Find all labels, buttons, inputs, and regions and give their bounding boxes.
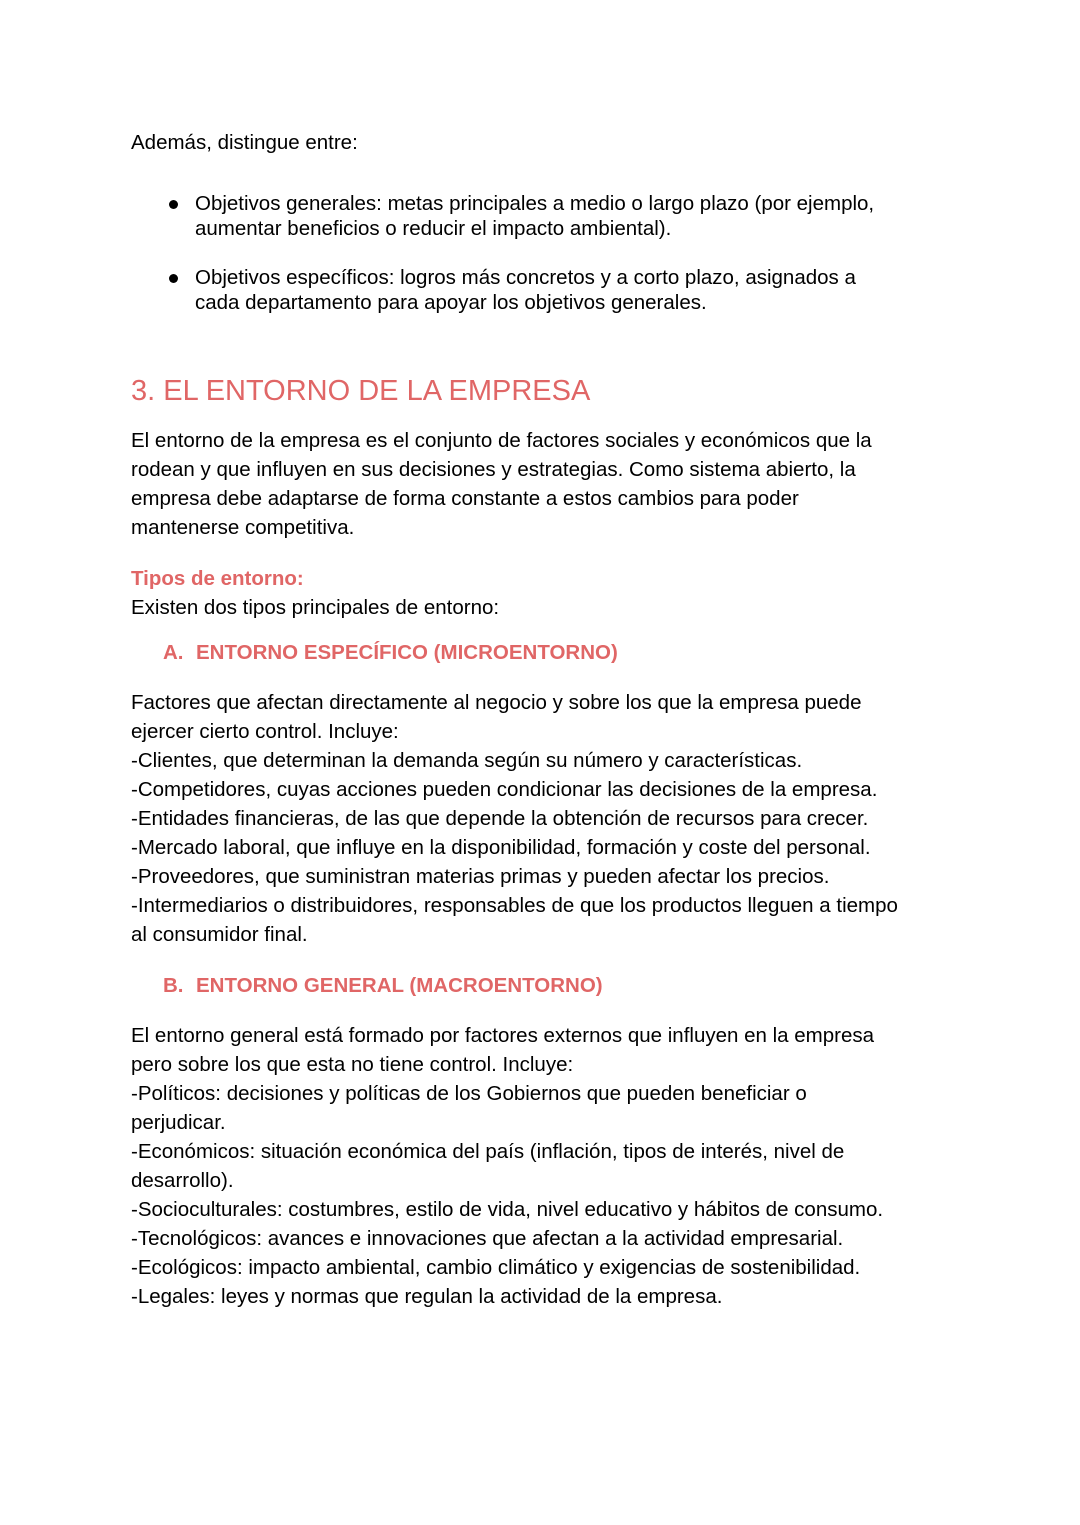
text-line: -Socioculturales: costumbres, estilo de vida, nivel educativo y hábitos de consumo. <box>131 1198 884 1221</box>
objectives-list <box>131 191 961 315</box>
text-line: El entorno general está formado por factores externos que influyen en la empresa <box>131 1024 874 1047</box>
general-environment-text <box>131 1021 961 1311</box>
general-environment-heading <box>131 971 961 1000</box>
bullet-line: Objetivos generales: metas principales a medio o largo plazo (por ejemplo, <box>195 192 875 215</box>
intro-text: Además, distingue entre: <box>131 131 358 154</box>
text-line: -Proveedores, que suministran materias primas y pueden afectar los precios. <box>131 865 830 888</box>
bullet-icon <box>169 274 178 283</box>
text-line: ejercer cierto control. Incluye: <box>131 720 399 743</box>
section-title: 3. EL ENTORNO DE LA EMPRESA <box>131 375 591 407</box>
specific-environment-heading <box>131 638 961 667</box>
text-line: desarrollo). <box>131 1169 234 1192</box>
text-line: perjudicar. <box>131 1111 226 1134</box>
section-paragraph <box>131 426 961 542</box>
specific-environment-text <box>131 688 961 949</box>
document-page <box>131 128 961 1311</box>
bullet-line: Objetivos específicos: logros más concretos y a corto plazo, asignados a <box>195 266 856 289</box>
heading-letter: B. <box>163 974 184 997</box>
heading-letter: A. <box>163 641 184 664</box>
heading-text: ENTORNO ESPECÍFICO (MICROENTORNO) <box>196 641 618 664</box>
bullet-icon <box>169 200 178 209</box>
list-item <box>131 265 961 315</box>
types-heading: Tipos de entorno: <box>131 567 304 590</box>
paragraph-line: El entorno de la empresa es el conjunto de factores sociales y económicos que la <box>131 429 872 452</box>
text-line: -Competidores, cuyas acciones pueden condicionar las decisiones de la empresa. <box>131 778 878 801</box>
text-line: al consumidor final. <box>131 923 308 946</box>
bullet-line: aumentar beneficios o reducir el impacto ambiental). <box>195 217 672 240</box>
text-line: -Entidades financieras, de las que depende la obtención de recursos para crecer. <box>131 807 869 830</box>
text-line: Factores que afectan directamente al negocio y sobre los que la empresa puede <box>131 691 862 714</box>
list-item <box>131 191 961 241</box>
text-line: pero sobre los que esta no tiene control. Incluye: <box>131 1053 574 1076</box>
bullet-line: cada departamento para apoyar los objetivos generales. <box>195 291 707 314</box>
text-line: -Mercado laboral, que influye en la disponibilidad, formación y coste del personal. <box>131 836 871 859</box>
paragraph-line: mantenerse competitiva. <box>131 516 355 539</box>
types-lead: Existen dos tipos principales de entorno: <box>131 596 500 619</box>
text-line: -Clientes, que determinan la demanda según su número y características. <box>131 749 803 772</box>
text-line: -Tecnológicos: avances e innovaciones que afectan a la actividad empresarial. <box>131 1227 844 1250</box>
text-line: -Económicos: situación económica del país (inflación, tipos de interés, nivel de <box>131 1140 845 1163</box>
text-line: -Legales: leyes y normas que regulan la actividad de la empresa. <box>131 1285 723 1308</box>
heading-text: ENTORNO GENERAL (MACROENTORNO) <box>196 974 603 997</box>
paragraph-line: rodean y que influyen en sus decisiones y estrategias. Como sistema abierto, la <box>131 458 856 481</box>
text-line: -Políticos: decisiones y políticas de los Gobiernos que pueden beneficiar o <box>131 1082 807 1105</box>
text-line: -Intermediarios o distribuidores, responsables de que los productos lleguen a tiempo <box>131 894 898 917</box>
paragraph-line: empresa debe adaptarse de forma constante a estos cambios para poder <box>131 487 799 510</box>
text-line: -Ecológicos: impacto ambiental, cambio climático y exigencias de sostenibilidad. <box>131 1256 861 1279</box>
